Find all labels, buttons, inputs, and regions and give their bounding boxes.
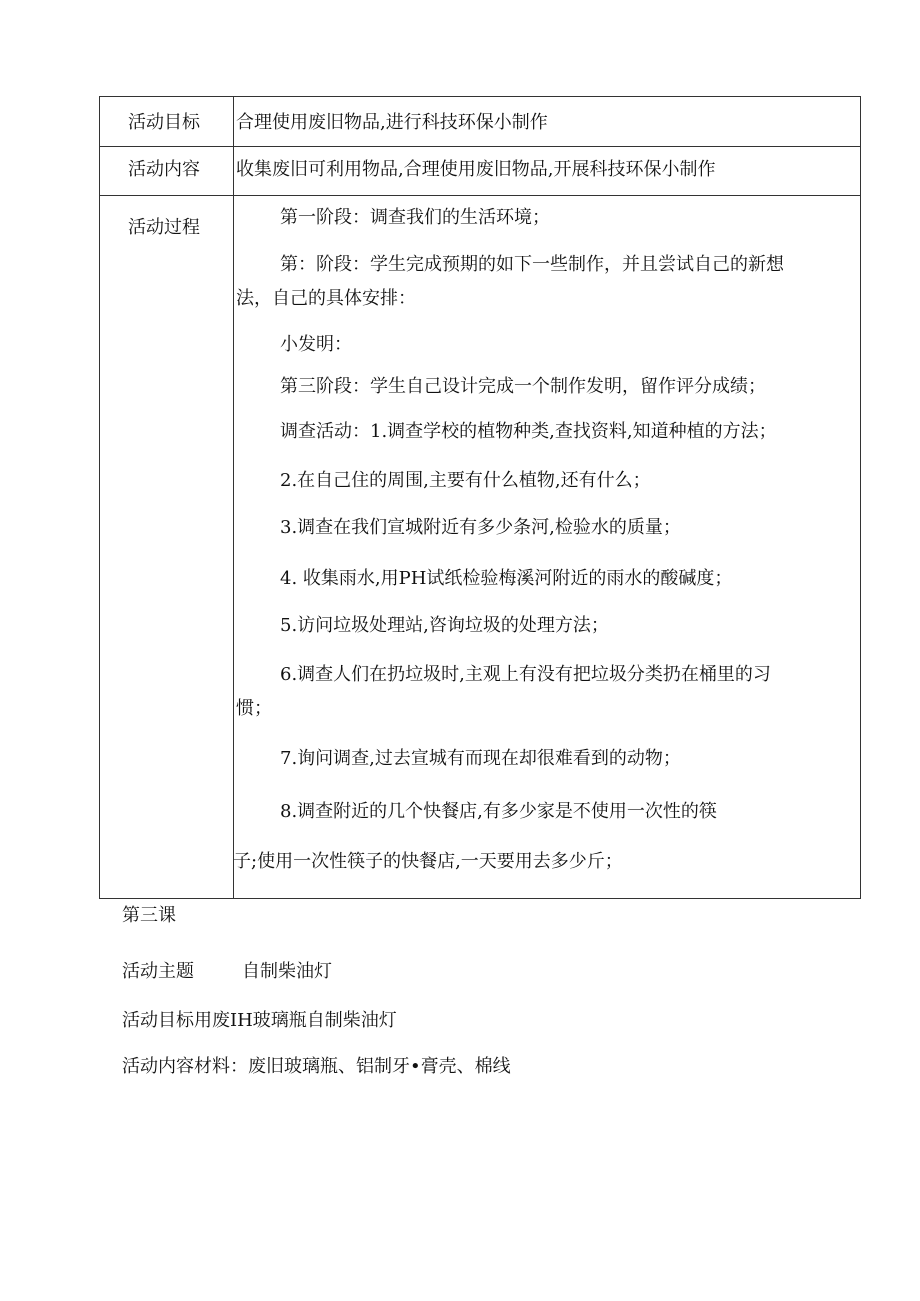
row-content-content: 收集废旧可利用物品,合理使用废旧物品,开展科技环保小制作 [236, 159, 716, 180]
process-line: 惯； [236, 698, 272, 719]
process-line: 8.调查附近的几个快餐店,有多少家是不使用一次性的筷 [280, 801, 717, 822]
process-line: 调查活动：1.调查学校的植物种类,查找资料,知道种植的方法； [280, 421, 777, 442]
process-line: 小发明： [280, 334, 352, 355]
lesson-goal: 活动目标用废IH玻璃瓶自制柴油灯 [122, 1010, 397, 1031]
process-line: 第一阶段：调查我们的生活环境； [280, 207, 550, 228]
process-line: 法，自己的具体安排： [236, 288, 416, 309]
process-line: 3.调查在我们宣城附近有多少条河,检验水的质量； [280, 517, 681, 538]
lesson-theme-label: 活动主题 [122, 961, 194, 982]
process-line: 第：阶段：学生完成预期的如下一些制作，并且尝试自己的新想 [280, 254, 784, 275]
row-content-goal: 合理使用废旧物品,进行科技环保小制作 [236, 112, 548, 133]
process-line: 子;使用一次性筷子的快餐店,一天要用去多少斤； [233, 851, 623, 872]
process-line: 7.询问调查,过去宣城有而现在却很难看到的动物； [280, 748, 681, 769]
process-line: 2.在自己住的周围,主要有什么植物,还有什么； [280, 470, 651, 491]
row-label-goal: 活动目标 [128, 112, 200, 133]
row-label-content: 活动内容 [128, 159, 200, 180]
process-line: 第三阶段：学生自己设计完成一个制作发明，留作评分成绩； [280, 376, 766, 397]
row-label-process: 活动过程 [128, 217, 200, 238]
process-line: 5.访问垃圾处理站,咨询垃圾的处理方法； [280, 615, 609, 636]
process-line: 6.调查人们在扔垃圾时,主观上有没有把垃圾分类扔在桶里的习 [280, 664, 771, 685]
lesson-title: 第三课 [122, 905, 176, 926]
lesson-content: 活动内容材料：废旧玻璃瓶、铝制牙•膏壳、棉线 [122, 1056, 511, 1077]
lesson-theme-value: 自制柴油灯 [242, 961, 332, 982]
row-divider [100, 195, 860, 196]
row-divider [100, 146, 860, 147]
process-line: 4. 收集雨水,用PH试纸检验梅溪河附近的雨水的酸碱度； [280, 568, 733, 589]
activity-table [99, 96, 861, 899]
column-divider [233, 97, 234, 898]
